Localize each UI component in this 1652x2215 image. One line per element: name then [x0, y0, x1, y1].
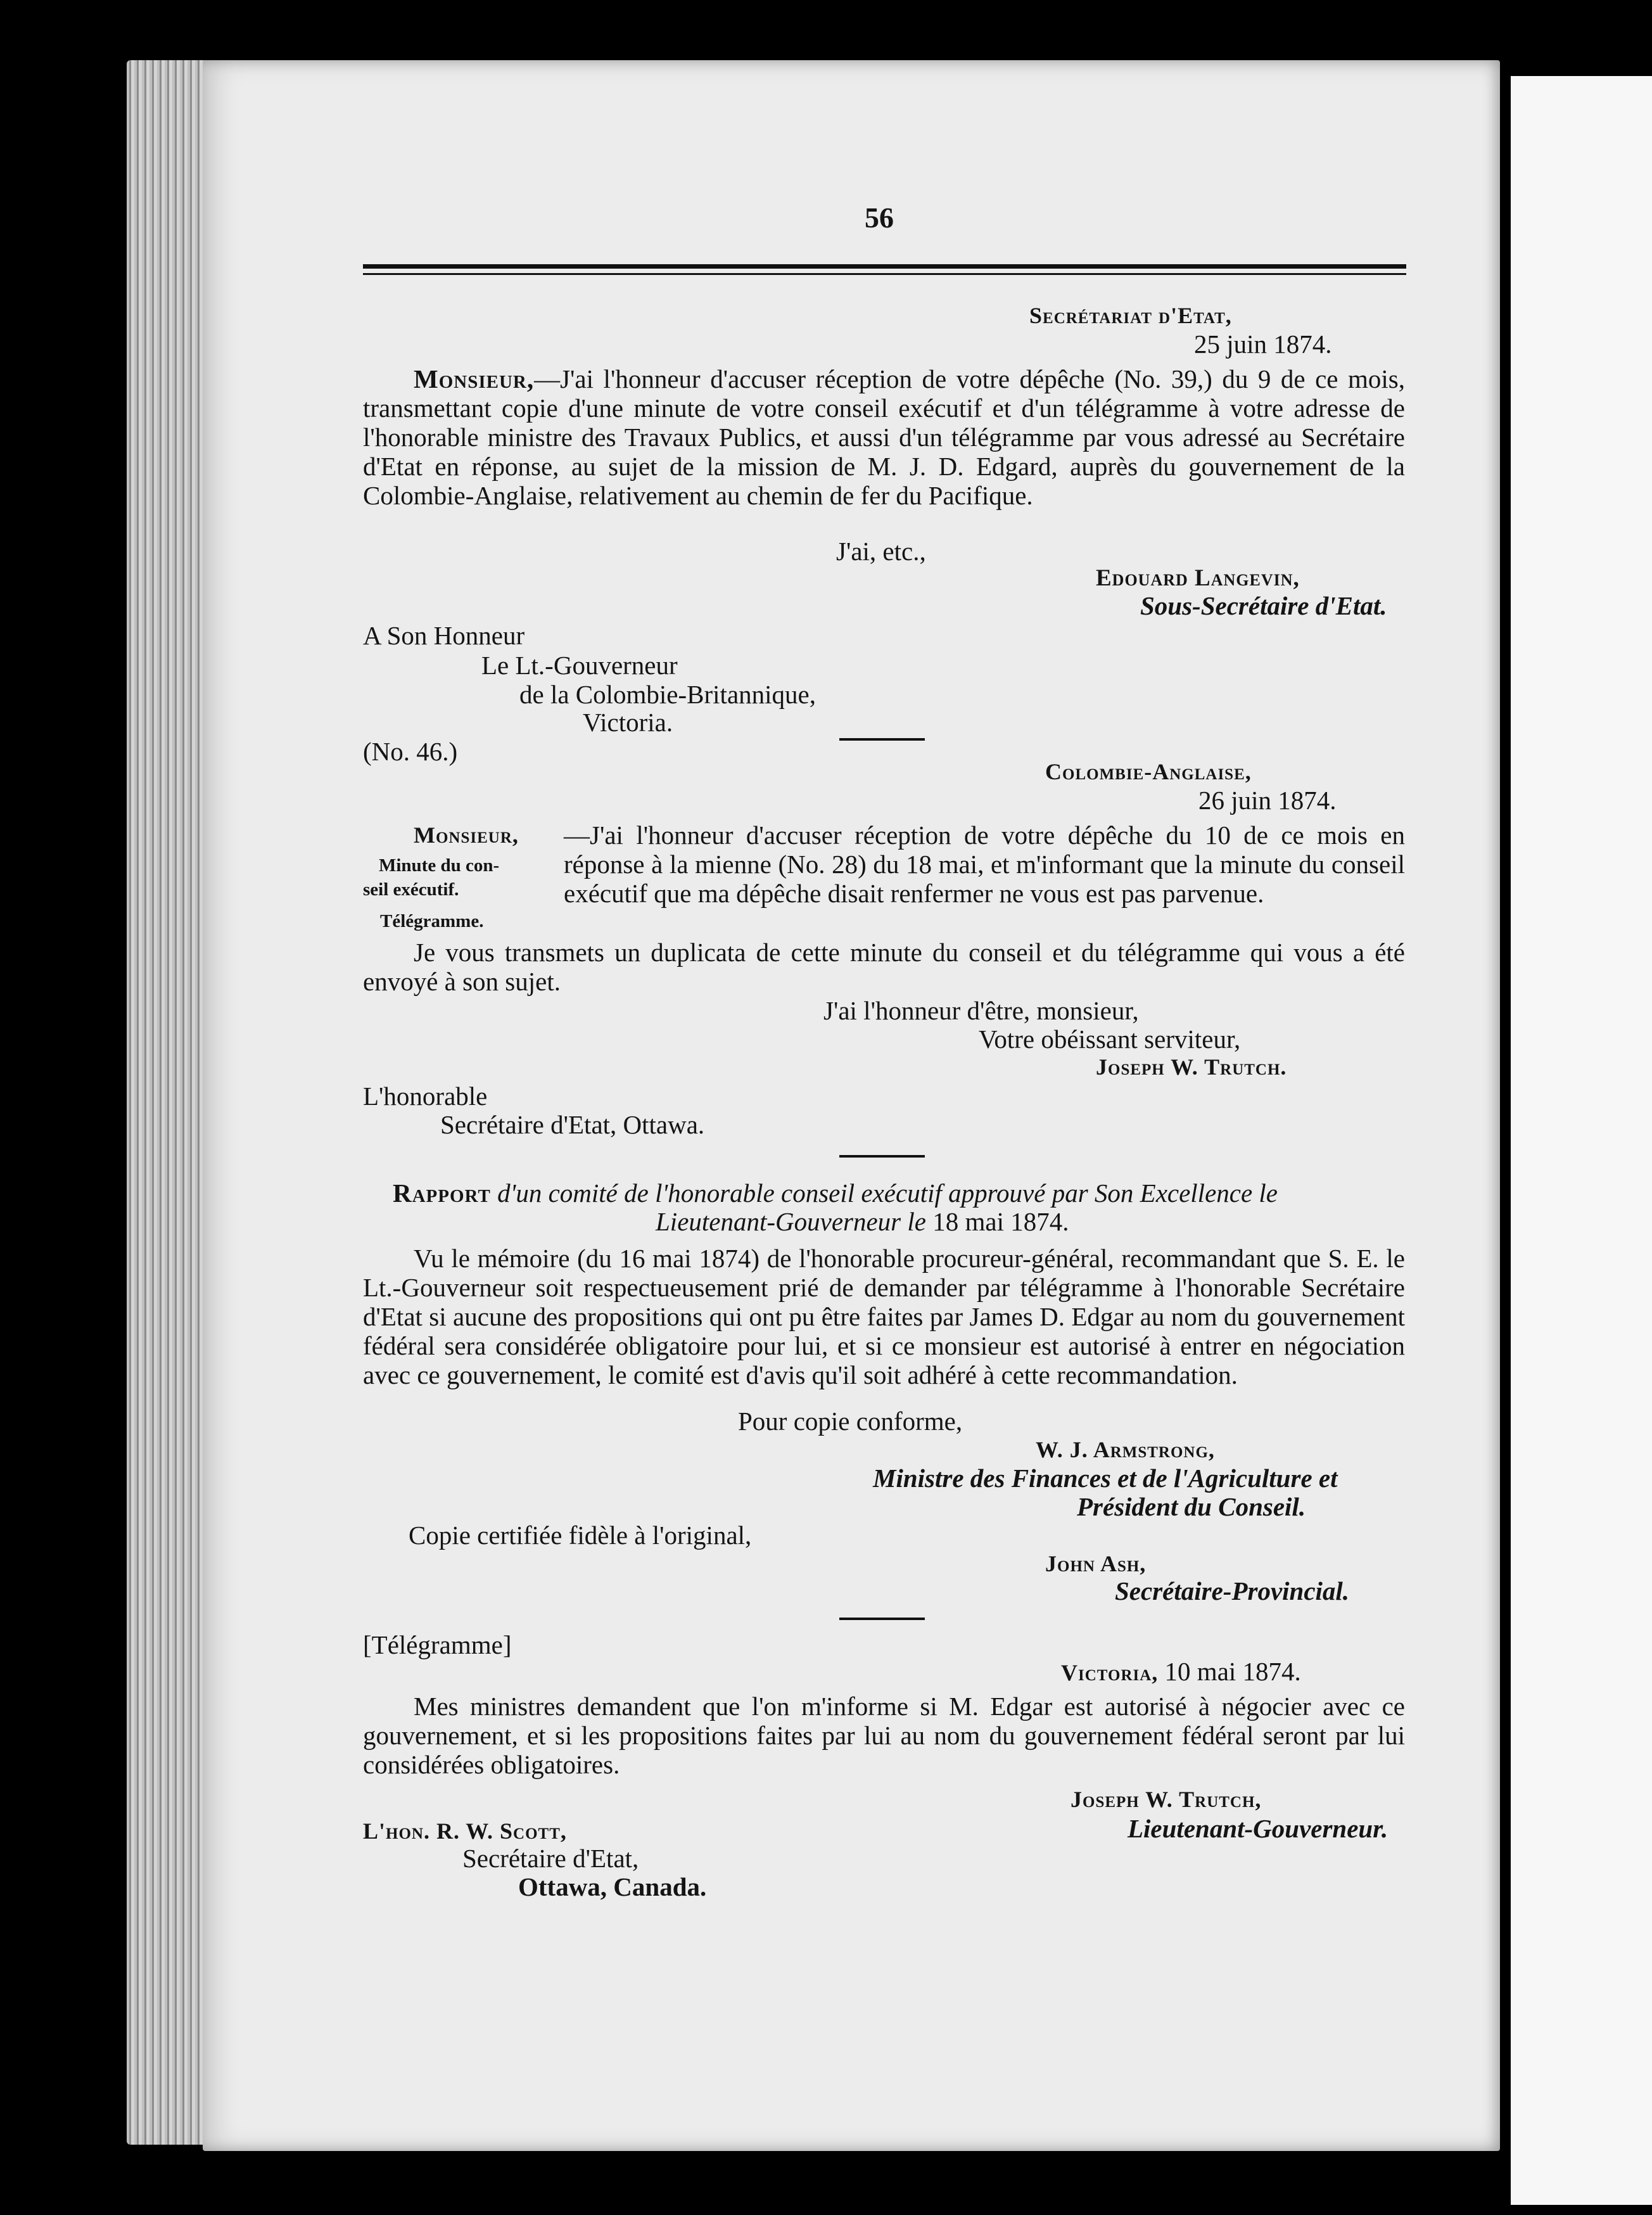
- telegram-signer-title: Lieutenant-Gouverneur.: [1128, 1814, 1388, 1843]
- report-cert-signer: John Ash,: [1045, 1551, 1147, 1576]
- report-title-rest-2: Lieutenant-Gouverneur le: [656, 1207, 926, 1236]
- telegram-addressee-1: Secrétaire d'Etat,: [462, 1844, 639, 1873]
- letter2-heading: Colombie-Anglaise,: [1045, 759, 1252, 784]
- report-signer-name: W. J. Armstrong,: [1036, 1437, 1215, 1462]
- divider-2: [839, 1155, 925, 1158]
- telegram-date: 10 mai 1874.: [1164, 1657, 1301, 1686]
- facing-page-edge: [1511, 76, 1652, 2205]
- header-rule-thick: [363, 264, 1406, 269]
- report-signer-title-2: Président du Conseil.: [1077, 1492, 1306, 1521]
- telegram-addressee-2: Ottawa, Canada.: [518, 1872, 707, 1901]
- page-number: 56: [865, 201, 894, 234]
- letter1-date: 25 juin 1874.: [1194, 329, 1332, 359]
- header-rule-thin: [363, 273, 1406, 275]
- telegram-place: Victoria,: [1061, 1660, 1159, 1685]
- letter2-number: (No. 46.): [363, 737, 458, 766]
- letter1-closing: J'ai, etc.,: [836, 537, 926, 566]
- letter2-addressee-1: L'honorable: [363, 1082, 488, 1111]
- letter1-addressee-2: Le Lt.-Gouverneur: [481, 651, 678, 680]
- letter1-signer-title: Sous-Secrétaire d'Etat.: [1140, 591, 1387, 620]
- letter1-heading: Secrétariat d'Etat,: [1029, 303, 1232, 328]
- margin-note-telegram: Télégramme.: [380, 911, 484, 931]
- report-cert-title: Secrétaire-Provincial.: [1115, 1576, 1350, 1605]
- letter2-closing-1: J'ai l'honneur d'être, monsieur,: [823, 996, 1139, 1025]
- letter2-salutation: Monsieur,: [414, 822, 519, 848]
- report-title-rest-1: d'un comité de l'honorable conseil exécutif approuvé par Son Excellence le: [497, 1178, 1278, 1208]
- divider-3: [839, 1618, 925, 1620]
- letter2-body-p1: —J'ai l'honneur d'accuser réception de votre dépêche du 10 de ce mois en réponse à la mienne (No. 28) du 18 mai, et m'informant que la minute du conseil exécutif que ma dépêche disait renfermer ne vous est pas parvenue.: [564, 820, 1405, 908]
- letter2-addressee-2: Secrétaire d'Etat, Ottawa.: [440, 1110, 705, 1139]
- telegram-body: Mes ministres demandent que l'on m'informe si M. Edgar est autorisé à négocier avec ce gouvernement, et si les propositions faites par lui au nom du gouvernement fédéral seront par lui considérées obligatoires.: [363, 1692, 1405, 1779]
- telegram-dateline: [1061, 1657, 1301, 1687]
- letter1-signer-name: Edouard Langevin,: [1096, 565, 1300, 591]
- document-page: [203, 60, 1500, 2151]
- letter1-salutation: Monsieur,: [414, 364, 535, 393]
- letter2-body-p2: Je vous transmets un duplicata de cette minute du conseil et du télégramme qui vous a été envoyé à son sujet.: [363, 938, 1405, 996]
- report-certified: Copie certifiée fidèle à l'original,: [409, 1521, 752, 1550]
- report-copy-line: Pour copie conforme,: [738, 1407, 963, 1436]
- report-title-date: 18 mai 1874.: [932, 1207, 1069, 1236]
- margin-note-minute-1: Minute du con-: [379, 855, 500, 876]
- letter1-addressee-4: Victoria.: [583, 708, 673, 737]
- telegram-signer-name: Joseph W. Trutch,: [1071, 1787, 1262, 1812]
- report-signer-title-1: Ministre des Finances et de l'Agriculture et: [873, 1464, 1338, 1493]
- letter1-body: [363, 364, 1405, 510]
- report-title-lead: Rapport: [393, 1178, 491, 1208]
- margin-note-minute-2: seil exécutif.: [363, 879, 459, 900]
- report-title-line1: [393, 1178, 1278, 1208]
- divider-1: [839, 738, 925, 741]
- telegram-label: [Télégramme]: [363, 1630, 512, 1659]
- report-title-line2: [656, 1207, 1069, 1236]
- letter1-addressee-3: de la Colombie-Britannique,: [519, 680, 816, 709]
- letter2-signer-name: Joseph W. Trutch.: [1096, 1054, 1287, 1080]
- letter2-date: 26 juin 1874.: [1198, 786, 1337, 815]
- telegram-addressee-name: L'hon. R. W. Scott,: [363, 1818, 567, 1844]
- letter1-addressee-1: A Son Honneur: [363, 621, 525, 650]
- letter2-closing-2: Votre obéissant serviteur,: [979, 1025, 1241, 1054]
- letter1-body-text: —J'ai l'honneur d'accuser réception de votre dépêche (No. 39,) du 9 de ce mois, transmettant copie d'une minute de votre conseil exécutif et d'un télégramme à votre adresse de l'honorable ministre des Travaux Publics, et aussi d'un télégramme par vous adressé au Secrétaire d'Etat en réponse, au sujet de la mission de M. J. D. Edgard, auprès du gouvernement de la Colombie-Anglaise, relativement au chemin de fer du Pacifique.: [363, 364, 1405, 510]
- report-body: Vu le mémoire (du 16 mai 1874) de l'honorable procureur-général, recommandant que S. E. le Lt.-Gouverneur soit respectueusement prié de demander par télégramme à l'honorable Secrétaire d'Etat si aucune des propositions qui ont pu être faites par James D. Edgar au nom du gouvernement fédéral sera considérée obligatoire pour lui, et si ce monsieur est autorisé à entrer en négociation avec ce gouvernement, le comité est d'avis qu'il soit adhéré à cette recommandation.: [363, 1244, 1405, 1389]
